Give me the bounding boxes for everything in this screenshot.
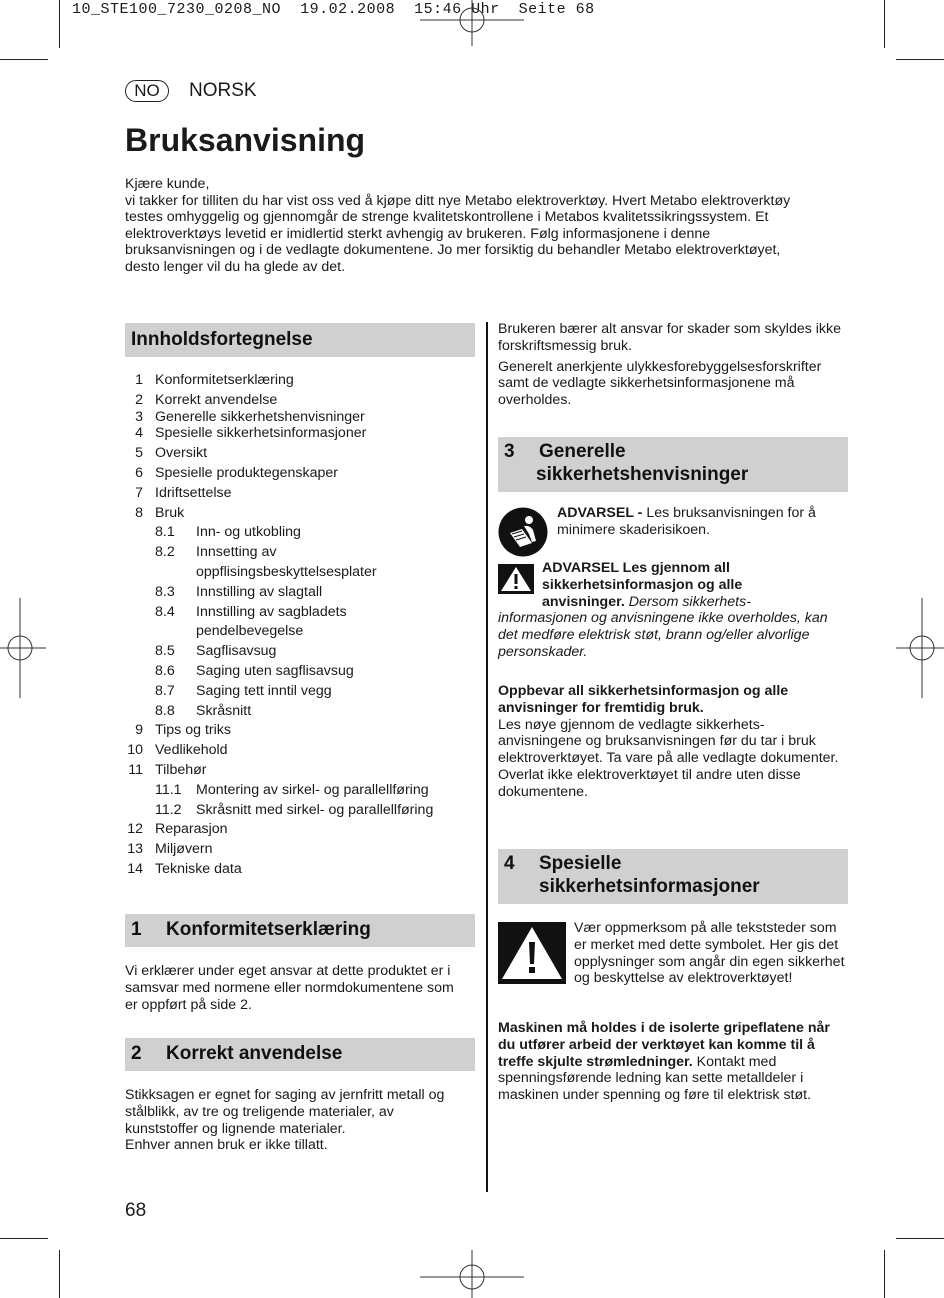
warning-line: sikkerhetsinformasjon og alle xyxy=(542,576,743,593)
keep-instructions-bold: Oppbevar all sikkerhetsinformasjon og alle anvisninger for fremtidig bruk. xyxy=(498,683,789,716)
intro-text xyxy=(125,176,815,276)
right-intro-paragraph: Generelt anerkjente ulykkesforebyggelsesforskrifter samt de vedlagte sikkerhetsinformasjonene må overholdes. xyxy=(498,358,822,409)
warning-read-all xyxy=(498,560,843,661)
header-page: Seite 68 xyxy=(518,1,595,18)
warning-line: ADVARSEL Les gjennom all xyxy=(542,560,730,576)
section-2-paragraph: Stikksagen er egnet for saging av jernfritt metall og stålblikk, av tre og treligende materialer, av kunststoffer og lignende materialer. xyxy=(125,1087,445,1137)
header-date: 19.02.2008 xyxy=(300,1,396,18)
crop-mark xyxy=(0,59,48,60)
registration-mark-top xyxy=(420,0,524,48)
right-intro-paragraph: Brukeren bærer alt ansvar for skader som skyldes ikke forskriftsmessig bruk. xyxy=(498,321,841,354)
keep-instructions-text: Les nøye gjennom de vedlagte sikkerhets-anvisningene og bruksanvisningen før du tar i bruk elektroverktøyet. Ta vare på alle vedlagte dokumenter. Overlat ikke elektroverktøyet til andre uten disse dokumentene. xyxy=(498,716,839,800)
section-number: 3 xyxy=(504,441,515,462)
crop-mark xyxy=(0,1238,48,1239)
header-file: 10_STE100_7230_0208_NO xyxy=(72,1,282,18)
language-indicator xyxy=(125,80,257,102)
section-2-paragraph: Enhver annen bruk er ikke tillatt. xyxy=(125,1137,328,1154)
symbol-explanation xyxy=(574,920,849,987)
section-title-line1: Generelle xyxy=(539,441,626,462)
page-number: 68 xyxy=(125,1200,147,1221)
section-title-line1: Spesielle xyxy=(539,853,622,874)
section-title-line2: sikkerhetsinformasjoner xyxy=(539,876,760,897)
section-number: 4 xyxy=(504,853,515,874)
crop-mark xyxy=(59,1250,60,1298)
crop-mark xyxy=(59,0,60,48)
registration-mark-bottom xyxy=(420,1250,524,1298)
language-code-badge: NO xyxy=(125,80,169,102)
intro-paragraph: vi takker for tilliten du har vist oss ved å kjøpe ditt nye Metabo elektroverktøy. Hvert Metabo elektroverktøy testes omhyggelig og gjennomgår de strenge kvalitetskontrollene i Metabos kvalitetssikringssystem. Et elektroverktøys levetid er imidlertid sterkt avhengig av brukeren. Følg informasjonene i denne bruksanvisningen og i de vedlagte dokumentene. Jo mer forsiktig du behandler Metabo elektroverktøyet, desto lenger vil du ha glede av det. xyxy=(125,192,791,275)
registration-mark-left xyxy=(0,598,48,698)
warning-text: Les bruksanvisningen for å minimere skaderisikoen. xyxy=(557,505,816,538)
section-title: Korrekt anvendelse xyxy=(166,1043,343,1064)
warning-line: anvisninger. xyxy=(542,593,625,610)
section-number: 2 xyxy=(131,1043,142,1064)
read-manual-icon xyxy=(498,507,548,557)
registration-mark-right xyxy=(896,598,944,698)
keep-instructions xyxy=(498,683,848,801)
crop-mark xyxy=(896,1238,944,1239)
crop-mark xyxy=(896,59,944,60)
hold-insulated-surfaces xyxy=(498,1020,850,1104)
warning-symbol-icon xyxy=(498,922,566,984)
intro-greeting: Kjære kunde, xyxy=(125,176,210,192)
crop-mark xyxy=(884,0,885,48)
column-divider xyxy=(486,322,488,1192)
section-4-heading xyxy=(498,849,848,904)
warning-label: ADVARSEL - xyxy=(557,505,643,521)
section-1-text xyxy=(125,963,465,1013)
toc-heading-label: Innholdsfortegnelse xyxy=(131,329,313,350)
header-time: 15:46 Uhr xyxy=(414,1,500,18)
toc-heading xyxy=(125,323,475,357)
hold-warning-bold: Maskinen må holdes i de isolerte gripeflatene når du utfører arbeid der verktøyet kan komme til å treffe skjulte strømledninger. xyxy=(498,1020,830,1070)
section-title: Konformitetserklæring xyxy=(166,919,371,940)
crop-mark xyxy=(884,1250,885,1298)
warning-italic-text: informasjonen og anvisningene ikke overholdes, kan det medføre elektrisk støt, brann og/eller alvorlige personskader. xyxy=(498,610,828,660)
hold-warning-text: Kontakt med spenningsførende ledning kan sette metalldeler i maskinen under spenning og føre til elektrisk støt. xyxy=(498,1053,812,1104)
section-3-heading xyxy=(498,437,848,492)
warning-italic: Dersom sikkerhets- xyxy=(624,593,751,610)
language-name: NORSK xyxy=(189,80,257,101)
page-title: Bruksanvisning xyxy=(125,122,366,158)
symbol-explanation-text: Vær oppmerksom på alle tekststeder som er merket med dette symbolet. Her gis det opplysninger som angår din egen sikkerhet og beskyttelse av elektroverktøyet! xyxy=(574,920,845,987)
right-intro xyxy=(498,321,843,409)
section-1-paragraph: Vi erklærer under eget ansvar at dette produktet er i samsvar med normene eller normdokumentene som er oppført på side 2. xyxy=(125,963,454,1013)
section-2-heading xyxy=(125,1038,475,1071)
warning-read-manual xyxy=(557,505,847,539)
section-title-line2: sikkerhetshenvisninger xyxy=(536,464,749,485)
section-2-text xyxy=(125,1087,467,1154)
section-1-heading xyxy=(125,914,475,947)
section-number: 1 xyxy=(131,919,142,940)
